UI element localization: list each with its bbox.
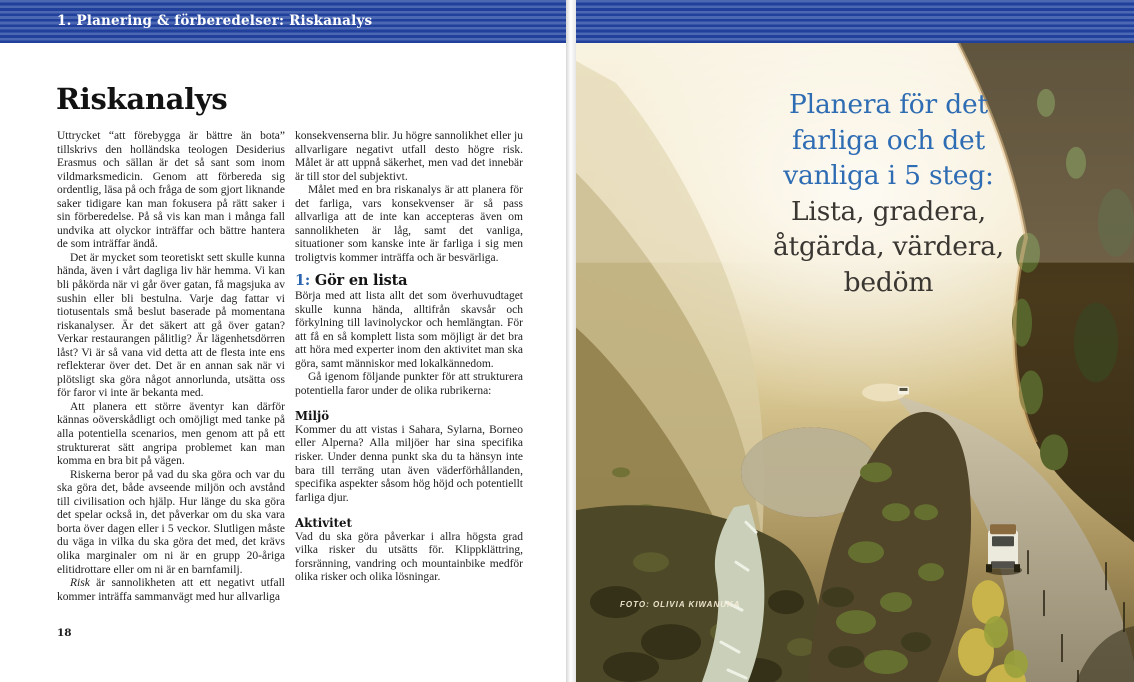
header-bar-right — [576, 0, 1134, 43]
paragraph: Gå igenom följande punkter för att strukturera potentiella faror under de olika rubrikerna: — [295, 371, 523, 397]
risk-term-italic: Risk — [70, 577, 90, 590]
subsection-title-miljo: Miljö — [295, 409, 330, 424]
text-column-right — [295, 130, 523, 585]
overlay-line: vanliga i 5 steg: — [783, 160, 994, 191]
article-title: Riskanalys — [56, 82, 228, 116]
paragraph: Börja med att lista allt det som överhuvudtaget skulle kunna hända, alltifrån skavsår och förkylning till lavinolyckor och hemlängtan. För att få en så komplett lista som möjligt är det bra att höra med experter inom den aktivitet man ska göra, samt människor med lokalkännedom. — [295, 290, 523, 370]
paragraph: Riskerna beror på vad du ska göra och var du ska göra det, både avseende miljön och avstånd till civilisation och hjälp. Hur länge du ska göra det spelar också in, det påverkar om du ska vara borta över dagen eller i 5 veckor. Slutligen måste du väga in vilka du ska göra det med, det krävs olika marginaler om ni är en grupp 20-åriga elitidrottare eller om ni är en barnfamilj. — [57, 468, 285, 576]
header-bar-left — [0, 0, 566, 43]
text-column-left — [57, 130, 285, 604]
overlay-line: farliga och det — [792, 124, 985, 156]
paragraph: Att planera ett större äventyr kan därför kännas oöverskådligt och omöjligt med tanke på alla potentiella scenarios, men genom att på ett strukturerat sätt angripa problemet kan man komma en bra bit på vägen. — [57, 400, 285, 468]
paragraph: Uttrycket “att förebygga är bättre än bota” tillskrivs den holländska teologen Desiderius Erasmus och sällan är det så sant som inom vildmarksmedicin. Genom att förbereda sig ordentlig, läsa på och fråga de som gjort liknande saker tidigare kan man fokusera på rätt saker i sin förberedelse. På så vis kan man i många fall undvika att olyckor inträffar och bättre hantera de som inträffar ändå. — [57, 130, 285, 251]
header-breadcrumb: 1. Planering & förberedelser: Riskanalys — [57, 13, 373, 29]
photo-overlay-title — [716, 87, 1061, 300]
paragraph: Kommer du att vistas i Sahara, Sylarna, Borneo eller Alperna? Alla miljöer har sina specifika risker. Under denna punkt ska du ta hänsyn inte bara till terräng utan även väderförhållanden, specifika aspekter såsom hög höjd och potentiellt farliga djur. — [295, 423, 523, 504]
subsection-title-aktivitet: Aktivitet — [295, 516, 352, 531]
overlay-line: Planera för det — [789, 89, 988, 120]
page-number: 18 — [57, 627, 72, 639]
paragraph: Vad du ska göra påverkar i allra högsta grad vilka risker du utsätts för. Klippklättring, forsränning, vandring och mountainbike medför olika risker och olika lösningar. — [295, 530, 523, 584]
section-heading-gor-en-lista: 1: Gör en lista — [295, 272, 408, 290]
canyon-photo — [576, 43, 1134, 682]
page-gutter — [566, 0, 576, 682]
paragraph: Det är mycket som teoretiskt sett skulle kunna hända, även i vårt dagliga liv här hemma. Vi kan bli påkörda när vi går över gatan, få magsjuka av sushin eller bli bestulna. Varje dag fattar vi tiotusentals små beslut baserade på momentana riskanalyser. Är det säkert att gå över gatan? Verkar restaurangen pålitlig? Är lägenhetsdörren låst? Vi är så vana vid detta att de flesta inte ens reflekterar över det. Det är en annan sak när vi plötsligt ska göra något annorlunda, utsätta oss för faror vi inte är bekanta med. — [57, 251, 285, 400]
paragraph-risk-definition: Risk är sannolikheten att ett negativt utfall kommer inträffa sammanvägt med hur allvarliga — [57, 577, 285, 603]
section-number: 1: — [295, 272, 311, 290]
overlay-line: åtgärda, värdera, — [772, 231, 1005, 262]
photo-credit: FOTO: OLIVIA KIWANUKA — [620, 600, 741, 609]
paragraph: konsekvenserna blir. Ju högre sannolikhet eller ju allvarligare negativt utfall desto högre risk. Målet är att uppnå säkerhet, men vad det innebär är till stor del subjektivt. — [295, 130, 523, 183]
overlay-line: Lista, gradera, — [791, 195, 986, 227]
paragraph: Målet med en bra riskanalys är att planera för det farliga, vars konsekvenser är så pass allvarliga att de inte kan accepteras även om sannolikheten är låg, samt det vanliga, situationer som kanske inte är farliga i sig men troligtvis kommer inträffa och är besvärliga. — [295, 184, 523, 264]
overlay-line: bedöm — [843, 266, 934, 298]
